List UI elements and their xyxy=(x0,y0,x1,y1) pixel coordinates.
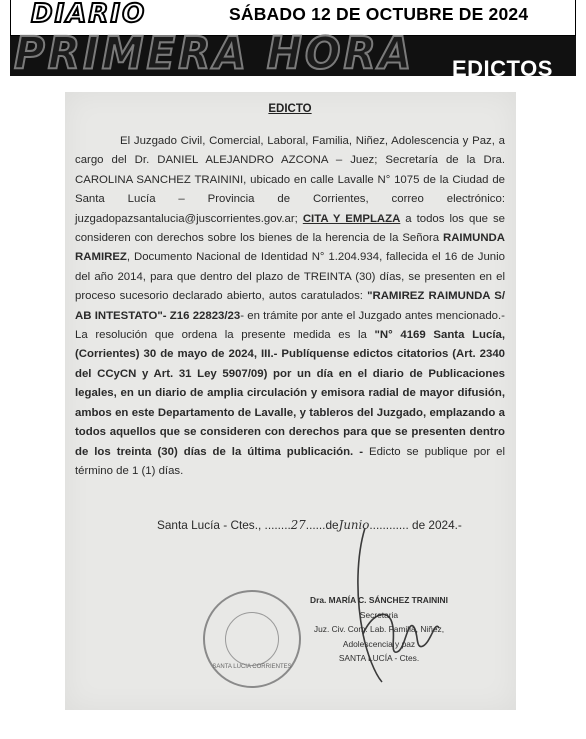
signer-court-1: Juz. Civ. Com. Lab. Familia, Niñez, xyxy=(313,624,445,634)
handwritten-day: 27 xyxy=(290,518,306,532)
handwritten-month: Junio xyxy=(338,518,370,532)
section-label: EDICTOS xyxy=(452,56,553,81)
case-caption: "RAMIREZ RAIMUNDA S/ AB INTESTATO"- Z16 22823/23 xyxy=(75,290,505,322)
signer-court-2: Adolescencia y paz xyxy=(342,638,416,649)
masthead-title: PRIMERA HORA xyxy=(14,27,415,80)
deceased-name: RAIMUNDA RAMIREZ xyxy=(75,232,505,264)
edict-document-image xyxy=(65,92,516,710)
place-date-line: Santa Lucía - Ctes., ........27......deJunio............ de 2024.- xyxy=(157,518,462,532)
edict-paragraph: El Juzgado Civil, Comercial, Laboral, Familia, Niñez, Adolescencia y Paz, a cargo del Dr. DANIEL ALEJANDRO AZCONA – Juez; Secretaría de la Dra. CAROLINA SANCHEZ TRAININI, ubicado en calle Lavalle N° 1075 de la Ciudad de Santa Lucía – Provincia de Corrientes, correo electrónico: juzgadopazsantalucia@juscorrientes.gov.ar; CITA Y EMPLAZA a todos los que se consideren con derechos sobre los bienes de la herencia de la Señora RAIMUNDA RAMIREZ, Documento Nacional de Identidad N° 1.204.934, fallecida el 16 de Junio del año 2014, para que dentro del plazo de TREINTA (30) días, se presenten en el proceso sucesorio declarado abierto, autos caratulados: "RAMIREZ RAIMUNDA S/ AB INTESTATO"- Z16 22823/23- en trámite por ante el Juzgado antes mencionado.- La resolución que ordena la presente medida es la "N° 4169 Santa Lucía, (Corrientes) 30 de mayo de 2024, III.- Publíquense edictos citatorios (Art. 2340 del CCyCN y Art. 31 Ley 5907/09) por un día en el diario de Publicaciones legales, en un diario de amplia circulación y emisora radial de mayor difusión, ambos en este Departamento de Lavalle, y tableros del Juzgado, emplazando a todos aquellos que se consideren con derechos para que se presenten dentro de los treinta (30) días de la última publicación. - Edicto se publique por el término de 1 (1) días. xyxy=(75,135,505,477)
signature-block xyxy=(279,593,479,666)
signer-place: SANTA LUCÍA - Ctes. xyxy=(338,653,420,663)
newspaper-header xyxy=(0,0,586,81)
edict-title: EDICTO xyxy=(268,103,312,115)
signer-role: Secretaria xyxy=(359,609,399,620)
cita-emplaza: CITA Y EMPLAZA xyxy=(302,212,401,225)
masthead-diario: DIARIO xyxy=(31,0,147,29)
resolution-text: "N° 4169 Santa Lucía, (Corrientes) 30 de mayo de 2024, III.- Publíquense edictos citatorios (Art. 2340 del CCyCN y Art. 31 Ley 5907/09) por un día en el diario de Publicaciones legales, en un diario de amplia circulación y emisora radial de mayor difusión, ambos en este Departamento de Lavalle, y tableros del Juzgado, emplazando a todos aquellos que se consideren con derechos para que se presenten dentro de los treinta (30) días de la última publicación. - xyxy=(75,329,505,458)
seal-text: SANTA LUCIA CORRIENTES xyxy=(212,664,292,670)
issue-date: SÁBADO 12 DE OCTUBRE DE 2024 xyxy=(229,4,529,24)
court-seal-inner xyxy=(225,612,279,666)
signer-name: Dra. MARÍA C. SÁNCHEZ TRAININI xyxy=(310,595,448,605)
edict-body xyxy=(75,132,505,481)
